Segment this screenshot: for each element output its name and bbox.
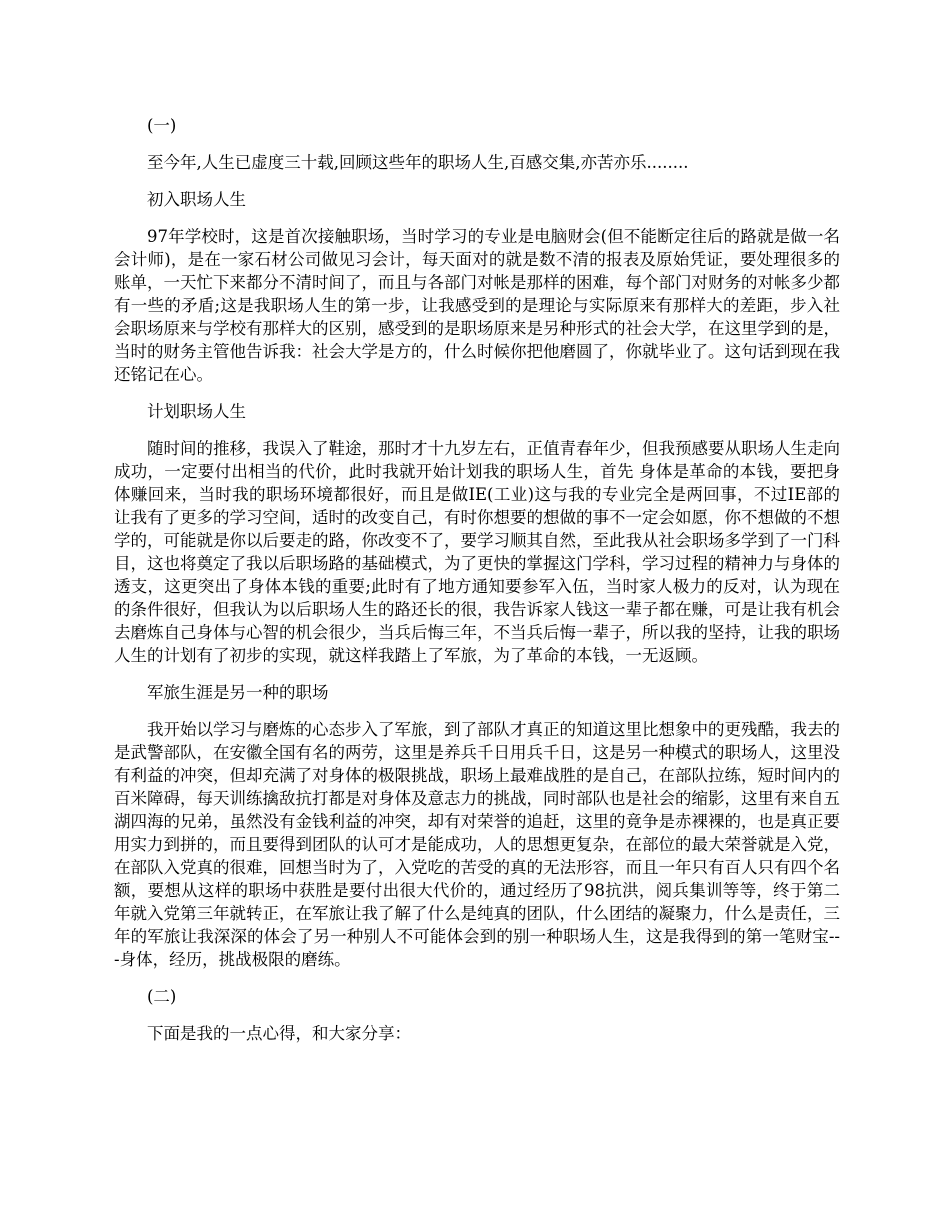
paragraph-military: 我开始以学习与磨炼的心态步入了军旅，到了部队才真正的知道这里比想象中的更残酷，我去的是武警部队，在安徽全国有名的两劳，这里是养兵千日用兵千日，这是另一种模式的职场人，这里没有利益的冲突，但却充满了对身体的极限挑战，职场上最难战胜的是自己，在部队拉练，短时间内的百米障碍，每天训练擒敌抗打都是对身体及意志力的挑战，同时部队也是社会的缩影，这里有来自五湖四海的兄弟，虽然没有金钱利益的冲突，却有对荣誉的追赶，这里的竟争是赤裸裸的，也是真正要用实力到拼的，而且要得到团队的认可才是能成功，人的思想更复杂，在部位的最大荣誉就是入党，在部队入党真的很难，回想当时为了，入党吃的苦受的真的无法形容，而且一年只有百人只有四个名额，要想从这样的职场中获胜是要付出很大代价的，通过经历了98抗洪，阅兵集训等等，终于第二年就入党第三年就转正，在军旅让我了解了什么是纯真的团队，什么团结的凝聚力，什么是责任，三年的军旅让我深深的体会了另一种别人不可能体会到的别一种职场人生，这是我得到的第一笔财宝---身体，经历，挑战极限的磨练。	[114, 720, 840, 969]
paragraph-plan-career: 随时间的推移，我误入了鞋途，那时才十九岁左右，正值青春年少，但我预感要从职场人生走向成功，一定要付出相当的代价，此时我就开始计划我的职场人生，首先 身体是革命的本钱，要把身体赚回来，当时我的职场环境都很好，而且是做IE(工业)这与我的专业完全是两回事，不过IE部的让我有了更多的学习空间，适时的改变自己，有时你想要的想做的事不一定会如愿，你不想做的不想学的，可能就是你以后要走的路，你改变不了，要学习顺其自然，至此我从社会职场多学到了一门科目，这也将奠定了我以后职场路的基础模式，为了更快的掌握这门学科，学习过程的精神力与身体的透支，这更突出了身体本钱的重要;此时有了地方通知要参军入伍，当时家人极力的反对，认为现在的条件很好，但我认为以后职场人生的路还长的很，我告诉家人钱这一辈子都在赚，可是让我有机会去磨炼自己身体与心智的机会很少，当兵后悔三年，不当兵后悔一辈子，所以我的坚持，让我的职场人生的计划有了初步的实现，就这样我踏上了军旅，为了革命的本钱，一无返顾。	[114, 439, 840, 665]
heading-first-job: 初入职场人生	[147, 190, 246, 209]
document-body	[114, 114, 840, 1045]
closing-line: 下面是我的一点心得，和大家分享：	[147, 1024, 411, 1043]
section-marker-1: (一)	[147, 116, 177, 135]
heading-military: 军旅生涯是另一种的职场	[147, 683, 329, 702]
heading-plan-career: 计划职场人生	[147, 402, 246, 421]
intro-line: 至今年,人生已虚度三十载,回顾这些年的职场人生,百感交集,亦苦亦乐........	[147, 153, 689, 172]
section-marker-2: (二)	[147, 987, 177, 1006]
paragraph-first-job: 97年学校时，这是首次接触职场，当时学习的专业是电脑财会(但不能断定往后的路就是做一名会计师)，是在一家石材公司做见习会计，每天面对的就是数不清的报表及原始凭证，要处理很多的账单，一天忙下来都分不清时间了，而且与各部门对帐是那样的困难，每个部门对财务的对帐多少都有一些的矛盾;这是我职场人生的第一步，让我感受到的是理论与实际原来有那样大的差距，步入社会职场原来与学校有那样大的区别，感受到的是职场原来是另种形式的社会大学，在这里学到的是，当时的财务主管他告诉我：社会大学是方的，什么时候你把他磨圆了，你就毕业了。这句话到现在我还铭记在心。	[114, 227, 840, 384]
